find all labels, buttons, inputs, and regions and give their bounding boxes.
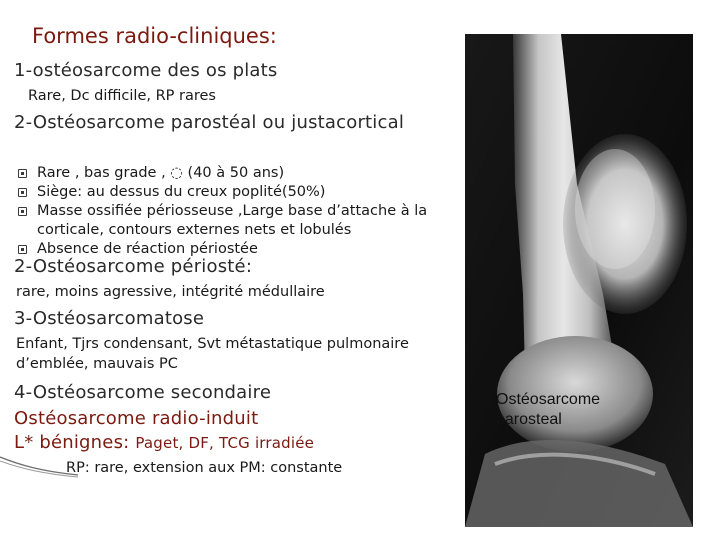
- bullet-text-continued: corticale, contours externes nets et lobulés: [37, 222, 352, 238]
- bullet-text: Siège: au dessus du creux poplité(50%): [37, 184, 326, 200]
- text-osteosarcomatose-line1: Enfant, Tjrs condensant, Svt métastatique pulmonaire: [16, 336, 409, 352]
- bullet-item: [18, 164, 458, 183]
- heading-secondaire: 4-Ostéosarcome secondaire: [14, 382, 272, 403]
- xray-illustration: [465, 34, 693, 527]
- heading-parosteal: 2-Ostéosarcome parostéal ou justacortical: [14, 112, 405, 133]
- square-bullet-icon: [18, 207, 27, 216]
- xray-image: [465, 34, 693, 527]
- text-os-plats: Rare, Dc difficile, RP rares: [28, 88, 216, 104]
- heading-perioste: 2-Ostéosarcome périosté:: [14, 256, 253, 277]
- caption-line2: parosteal: [496, 411, 562, 428]
- square-bullet-icon: [18, 169, 27, 178]
- square-bullet-icon: [18, 245, 27, 254]
- text-rp-extension: RP: rare, extension aux PM: constante: [66, 460, 343, 476]
- bullet-text: Masse ossifiée périosseuse ,Large base d’attache à la: [37, 203, 428, 219]
- heading-osteosarcome-os-plats: 1-ostéosarcome des os plats: [14, 60, 278, 81]
- bullet-item: [18, 202, 458, 240]
- bullet-text: Absence de réaction périostée: [37, 241, 258, 257]
- text-perioste: rare, moins agressive, intégrité médullaire: [16, 284, 325, 300]
- heading-radio-induit: Ostéosarcome radio-induit: [14, 408, 259, 429]
- heading-lesions-benignes-prefix: L* bénignes:: [14, 432, 136, 453]
- image-caption: [496, 390, 600, 430]
- parosteal-bullet-list: [18, 164, 458, 259]
- square-bullet-icon: [18, 188, 27, 197]
- bullet-text: Rare , bas grade , ◌ (40 à 50 ans): [37, 165, 285, 181]
- heading-lesions-benignes: [14, 432, 314, 453]
- decorative-swoosh: [0, 455, 80, 485]
- caption-line1: Ostéosarcome: [496, 391, 601, 408]
- heading-osteosarcomatose: 3-Ostéosarcomatose: [14, 308, 205, 329]
- heading-lesions-benignes-list: Paget, DF, TCG irradiée: [135, 434, 315, 452]
- slide-title: Formes radio-cliniques:: [32, 24, 277, 48]
- bullet-item: [18, 183, 458, 202]
- text-osteosarcomatose-line2: d’emblée, mauvais PC: [16, 356, 178, 372]
